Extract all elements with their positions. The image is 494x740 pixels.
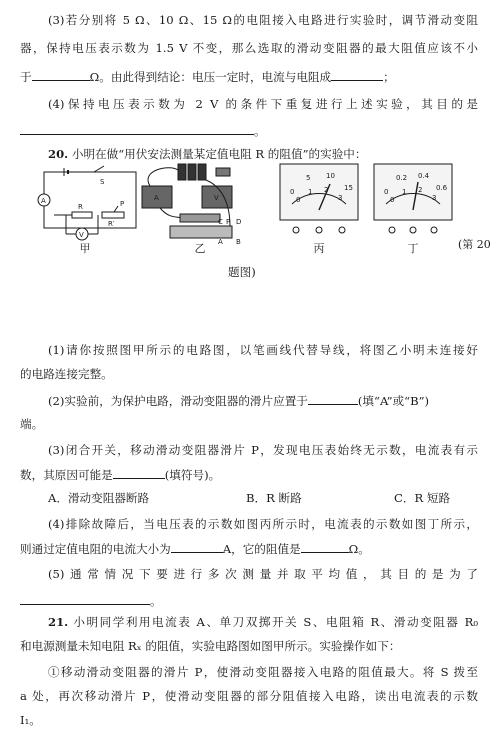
choice-c[interactable]: C．R 短路 <box>394 491 451 505</box>
q21-number: 21. <box>48 615 69 629</box>
choice-a[interactable]: A．滑动变阻器断路 <box>48 491 150 505</box>
q21-line1 <box>48 614 478 630</box>
q20-part4-text-c: Ω。 <box>348 542 370 556</box>
wire-3 <box>148 168 178 186</box>
q20-answer-blank-current[interactable] <box>171 540 223 553</box>
q21-step1-line2: a 处，再次移动滑片 P，使滑动变阻器的部分阻值接入电路，读出电流表的示数 <box>20 689 478 703</box>
battery-cell-2 <box>188 164 196 180</box>
figure-caption-part-a: (第 20 <box>458 238 491 251</box>
figure-label-ding: 丁 <box>407 242 419 255</box>
q19-part4-end: 。 <box>254 124 266 138</box>
figure-label-jia: 甲 <box>79 242 91 255</box>
board-label-p: P <box>226 218 231 226</box>
resistor-r-device <box>180 214 220 222</box>
choice-b[interactable]: B．R 断路 <box>246 491 302 505</box>
ammeter-terminal-1 <box>389 227 395 233</box>
label-voltmeter-v: V <box>79 231 84 239</box>
q20-part4-line1: (4)排除故障后，当电压表的示数如图丙所示时，电流表的示数如图丁所示， <box>48 517 478 531</box>
q20-answer-blank-fault[interactable] <box>113 466 165 479</box>
q20-part1-line1: (1)请你按照图甲所示的电路图，以笔画线代替导线，将图乙小明未连接好 <box>48 343 478 357</box>
figure-voltmeter-dial <box>280 164 358 233</box>
rheostat-device <box>170 226 232 238</box>
q20-part3-text-b: (填符号)。 <box>164 468 221 482</box>
amp-scale-0-6: 0.6 <box>436 184 448 192</box>
board-label-b: B <box>236 238 241 246</box>
q20-part5-line2 <box>20 592 478 609</box>
label-rheostat-r-prime: R′ <box>108 220 115 228</box>
volt-inner-0: 0 <box>296 196 301 204</box>
ammeter-terminal-2 <box>410 227 416 233</box>
q20-part3-line2 <box>20 466 478 483</box>
q20-part4-line2 <box>20 540 478 557</box>
wire-1 <box>160 208 180 218</box>
voltmeter-terminal-2 <box>316 227 322 233</box>
amp-inner-3: 3 <box>432 194 437 202</box>
voltmeter-terminal-3 <box>339 227 345 233</box>
board-label-a: A <box>218 238 223 246</box>
q20-part2-text-a: (2)实验前，为保护电路，滑动变阻器的滑片应置于 <box>48 394 308 408</box>
board-ammeter-a: A <box>154 194 159 202</box>
board-label-d: D <box>236 218 242 226</box>
q20-part5-end: 。 <box>150 594 162 608</box>
amp-scale-0-2: 0.2 <box>396 174 408 182</box>
volt-inner-3: 3 <box>338 194 343 202</box>
q21-step1-line3: I₁。 <box>20 713 41 727</box>
amp-scale-0-4: 0.4 <box>418 172 430 180</box>
figure-label-bing: 丙 <box>313 242 325 255</box>
board-voltmeter-v: V <box>214 194 219 202</box>
figure-label-yi: 乙 <box>194 242 206 255</box>
q20-answer-blank-purpose[interactable] <box>20 592 150 605</box>
q20-part3-text-a: 数，其原因可能是 <box>20 468 113 482</box>
amp-scale-0: 0 <box>384 188 389 196</box>
battery-cell-3 <box>198 164 206 180</box>
q19-answer-blank-purpose[interactable] <box>20 122 254 135</box>
q19-part3-line2: 器，保持电压表示数为 1.5 V 不变，那么选取的滑动变阻器的最大阻值应该不小 <box>20 41 478 55</box>
label-switch-s: S <box>100 178 105 186</box>
volt-inner-1: 1 <box>308 188 313 196</box>
amp-inner-2: 2 <box>418 186 423 194</box>
q20-part4-text-a: 则通过定值电阻的电流大小为 <box>20 542 171 556</box>
switch-lever <box>94 166 104 172</box>
q20-intro-text: 小明在做“用伏安法测量某定值电阻 R 的阻值”的实验中： <box>71 147 367 161</box>
q19-answer-blank-min-resistance[interactable] <box>32 68 90 81</box>
q19-part3-line3 <box>20 68 478 85</box>
q19-part3-text-a: 于 <box>20 70 32 84</box>
q20-part2-line1 <box>48 392 478 409</box>
volt-inner-2: 2 <box>324 186 329 194</box>
q19-part3-line1: (3)若分别将 5 Ω、10 Ω、15 Ω的电阻接入电路进行实验时，调节滑动变阻 <box>48 13 478 27</box>
q21-line1-text: 小明同学利用电流表 A、单刀双掷开关 S、电阻箱 R、滑动变阻器 R₀ <box>73 615 478 629</box>
q20-number: 20. <box>48 147 69 161</box>
label-ammeter-a: A <box>41 197 46 205</box>
volt-scale-10: 10 <box>326 172 335 180</box>
q20-answer-blank-slider-end[interactable] <box>308 392 358 405</box>
q21-line2: 和电源测量未知电阻 Rₓ 的阻值，实验电路图如图甲所示。实验操作如下： <box>20 639 401 653</box>
q21-step1-line1: ①移动滑动变阻器的滑片 P，使滑动变阻器接入电路的阻值最大。将 S 拨至 <box>48 665 478 679</box>
q20-part1-line2: 的电路连接完整。 <box>20 367 113 381</box>
rheostat-symbol <box>102 212 124 218</box>
battery-cell-1 <box>178 164 186 180</box>
q19-part3-text-b: Ω。由此得到结论：电压一定时，电流与电阻成 <box>89 70 332 84</box>
figure-caption-part-b: 题图) <box>228 265 256 279</box>
amp-inner-0: 0 <box>390 196 395 204</box>
rheostat-slider-arrow <box>114 206 118 212</box>
q20-figure <box>30 160 491 256</box>
q20-part2-line2: 端。 <box>20 417 44 431</box>
amp-inner-1: 1 <box>402 188 407 196</box>
label-slider-p: P <box>120 200 125 208</box>
q19-part4-line1: (4)保持电压表示数为 2 V 的条件下重复进行上述实验，其目的是 <box>48 97 478 111</box>
switch-body <box>216 168 230 176</box>
volt-scale-5: 5 <box>306 174 311 182</box>
figure-ammeter-dial <box>374 164 452 233</box>
q20-part5-line1: (5)通常情况下要进行多次测量并取平均值，其目的是为了 <box>48 567 478 581</box>
q19-answer-blank-relation[interactable] <box>331 68 383 81</box>
board-label-c: C <box>218 218 223 226</box>
voltmeter-terminal-1 <box>293 227 299 233</box>
label-resistor-r: R <box>78 203 83 211</box>
q20-part3-line1: (3)闭合开关，移动滑动变阻器滑片 P，发现电压表始终无示数，电流表有示 <box>48 443 478 457</box>
volt-scale-0: 0 <box>290 188 295 196</box>
q20-part2-text-b: (填“A”或“B”) <box>357 394 430 408</box>
q19-part3-text-c: ； <box>383 70 395 84</box>
q20-part4-text-b: A，它的阻值是 <box>222 542 301 556</box>
ammeter-terminal-3 <box>431 227 437 233</box>
q20-answer-blank-resistance[interactable] <box>301 540 349 553</box>
volt-scale-15: 15 <box>344 184 353 192</box>
resistor-r-symbol <box>72 212 92 218</box>
q19-part4-line2 <box>20 122 478 139</box>
